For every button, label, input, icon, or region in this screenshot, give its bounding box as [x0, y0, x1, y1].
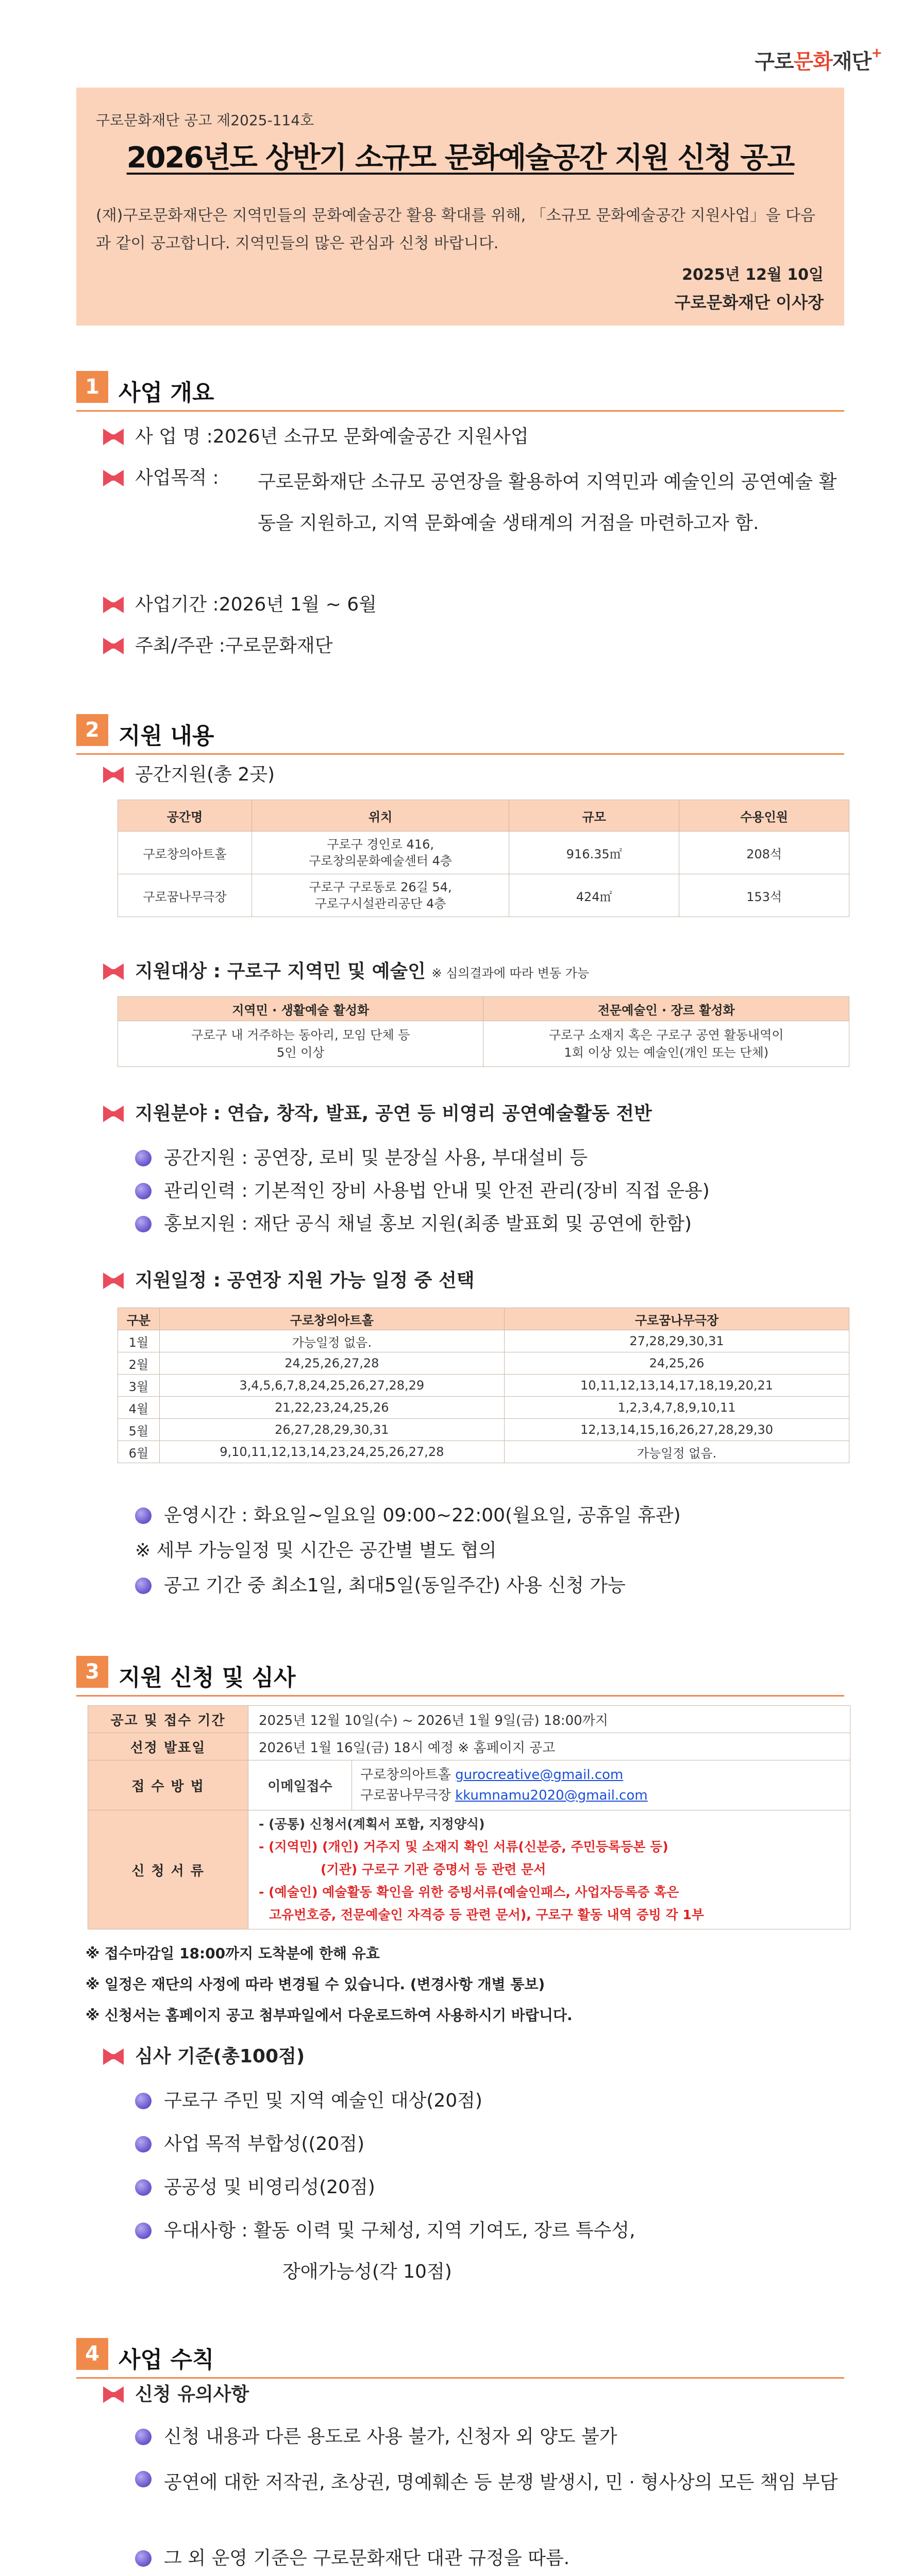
table-row [118, 1441, 849, 1463]
table-header: 위치 [252, 800, 509, 832]
table-header: 구로꿈나무극장 [505, 1308, 849, 1330]
section-number: 2 [76, 714, 108, 746]
rules-heading: 신청 유의사항 [135, 2384, 249, 2405]
overview-row-value: 구로문화재단 소규모 공연장을 활용하여 지역민과 예술인의 공연예술 활동을 지원하고, 지역 문화예술 생태계의 거점을 마련하고자 함. [258, 471, 837, 534]
table-row [118, 1330, 849, 1352]
flag-icon [103, 638, 124, 654]
flag-icon [103, 1106, 124, 1122]
rule-item: 그 외 운영 기준은 구로문화재단 대관 규정을 따름. [164, 2548, 570, 2569]
flag-icon [103, 470, 124, 486]
bullet-icon [135, 2471, 152, 2487]
table-cell: 구로구 내 거주하는 동아리, 모임 단체 등 5인 이상 [118, 1021, 483, 1067]
table-header: 전문예술인 · 장르 활성화 [483, 997, 849, 1021]
table-cell: 916.35㎡ [509, 832, 679, 874]
overview-row: 주최/주관 :구로문화재단 [135, 635, 333, 656]
table-row [118, 832, 849, 874]
table-cell: 2월 [118, 1352, 160, 1375]
field-title: 지원분야 : 연습, 창작, 발표, 공연 등 비영리 공연예술활동 전반 [135, 1103, 652, 1124]
table-row [118, 1397, 849, 1419]
bullet-icon [135, 2223, 152, 2239]
bullet-icon [135, 2179, 152, 2196]
hours-note: ※ 세부 가능일정 및 시간은 공간별 별도 협의 [135, 1540, 497, 1561]
section-title: 지원 내용 [119, 723, 214, 749]
table-row [118, 1375, 849, 1397]
bullet-icon [135, 2550, 152, 2567]
section-divider [76, 753, 844, 755]
table-row [88, 1810, 850, 1929]
table-row [118, 1419, 849, 1441]
overview-row-label: 사업목적 : [135, 467, 219, 488]
notice-date: 2025년 12월 10일 [682, 266, 824, 284]
table-cell: 21,22,23,24,25,26 [159, 1397, 504, 1419]
table-row [118, 1352, 849, 1375]
bullet-icon [135, 1150, 152, 1166]
target-title: 지원대상 : 구로구 지역민 및 예술인 ※ 심의결과에 따라 변동 가능 [135, 961, 590, 982]
space-title: 공간지원(총 2곳) [135, 764, 275, 785]
table-cell: 구로구 경인로 416, 구로창의문화예술센터 4층 [252, 832, 509, 874]
table-row [88, 1706, 850, 1733]
table-cell: 구로꿈나무극장 [118, 874, 252, 917]
table-cell: 5월 [118, 1419, 160, 1441]
table-cell: 2026년 1월 16일(금) 18시 예정 ※ 홈페이지 공고 [248, 1733, 850, 1760]
bullet-icon [135, 2093, 152, 2109]
table-cell: - (공통) 신청서(계획서 포함, 지정양식) - (지역민) (개인) 거주지 및 소재지 확인 서류(신분증, 주민등록등본 등) (기관) 구로구 기관 증명서 등 관련 문서 - (예술인) 예술활동 확인을 위한 증빙서류(예술인패스, 사업자등록증 혹은 고유번호증, 전문예술인 자격증 등 관련 문서), 구로구 활동 내역 증빙 각 1부 [248, 1810, 850, 1929]
bullet-icon [135, 1183, 152, 1199]
table-key: 공고 및 접수 기간 [88, 1706, 248, 1733]
field-item: 홍보지원 : 재단 공식 채널 홍보 지원(최종 발표회 및 공연에 한함) [164, 1213, 692, 1234]
overview-row: 사 업 명 :2026년 소규모 문화예술공간 지원사업 [135, 426, 529, 447]
limit-text: 공고 기간 중 최소1일, 최대5일(동일주간) 사용 신청 가능 [164, 1575, 626, 1596]
flag-icon [103, 429, 124, 445]
review-item: 우대사항 : 활동 이력 및 구체성, 지역 기여도, 장르 특수성, [164, 2220, 635, 2241]
hours-text: 운영시간 : 화요일~일요일 09:00~22:00(월요일, 공휴일 휴관) [164, 1505, 681, 1526]
table-cell: 구로창의아트홀 gurocreative@gmail.com 구로꿈나무극장 kkumnamu2020@gmail.com [352, 1760, 850, 1810]
field-item: 관리인력 : 기본적인 장비 사용법 안내 및 안전 관리(장비 직접 운용) [164, 1180, 710, 1201]
section-number: 1 [76, 371, 108, 403]
section-number: 4 [76, 2338, 108, 2370]
notice-org: 구로문화재단 이사장 [674, 293, 824, 312]
section-title: 사업 수칙 [119, 2347, 214, 2373]
table-header: 구로창의아트홀 [159, 1308, 504, 1330]
section-title: 지원 신청 및 심사 [119, 1665, 296, 1691]
table-cell: 3월 [118, 1375, 160, 1397]
section-number: 3 [76, 1656, 108, 1688]
notice-note: ※ 일정은 재단의 사정에 따라 변경될 수 있습니다. (변경사항 개별 통보) [86, 1976, 545, 1993]
email-link-kkumnamu[interactable]: kkumnamu2020@gmail.com [455, 1788, 648, 1803]
table-key: 선정 발표일 [88, 1733, 248, 1760]
table-cell: 153석 [679, 874, 849, 917]
table-header: 지역민 · 생활예술 활성화 [118, 997, 483, 1021]
flag-icon [103, 1273, 124, 1289]
flag-icon [103, 2386, 124, 2403]
flag-icon [103, 597, 124, 613]
table-cell: 가능일정 없음. [505, 1441, 849, 1463]
table-cell: 3,4,5,6,7,8,24,25,26,27,28,29 [159, 1375, 504, 1397]
bullet-icon [135, 2429, 152, 2445]
bullet-icon [135, 1507, 152, 1524]
space-table [118, 800, 849, 917]
notice-note: ※ 접수마감일 18:00까지 도착분에 한해 유효 [86, 1945, 380, 1962]
table-cell: 424㎡ [509, 874, 679, 917]
review-item: 공공성 및 비영리성(20점) [164, 2177, 375, 2198]
section-divider [76, 410, 844, 412]
overview-row: 사업기간 :2026년 1월 ~ 6월 [135, 594, 377, 615]
table-header: 수용인원 [679, 800, 849, 832]
table-header-row [118, 997, 849, 1021]
table-cell: 6월 [118, 1441, 160, 1463]
table-cell: 구로구 구로동로 26길 54, 구로구시설관리공단 4층 [252, 874, 509, 917]
table-cell: 24,25,26 [505, 1352, 849, 1375]
table-cell: 208석 [679, 832, 849, 874]
table-cell: 2025년 12월 10일(수) ~ 2026년 1월 9일(금) 18:00까지 [248, 1706, 850, 1733]
schedule-table [118, 1308, 849, 1463]
flag-icon [103, 963, 124, 980]
table-header: 공간명 [118, 800, 252, 832]
table-header: 규모 [509, 800, 679, 832]
table-cell: 이메일접수 [248, 1760, 352, 1810]
table-row [118, 874, 849, 917]
table-row [118, 1021, 849, 1067]
review-title: 심사 기준(총100점) [135, 2046, 305, 2067]
table-row [88, 1733, 850, 1760]
table-cell: 24,25,26,27,28 [159, 1352, 504, 1375]
rule-item: 신청 내용과 다른 용도로 사용 불가, 신청자 외 양도 불가 [164, 2426, 617, 2447]
section-divider [76, 1695, 844, 1697]
application-table [88, 1705, 850, 1929]
review-item: 구로구 주민 및 지역 예술인 대상(20점) [164, 2090, 482, 2111]
table-cell: 9,10,11,12,13,14,23,24,25,26,27,28 [159, 1441, 504, 1463]
schedule-title: 지원일정 : 공연장 지원 가능 일정 중 선택 [135, 1270, 475, 1291]
review-item-cont: 장애가능성(각 10점) [282, 2261, 452, 2282]
table-row [88, 1760, 850, 1810]
table-cell: 4월 [118, 1397, 160, 1419]
notice-note: ※ 신청서는 홈페이지 공고 첨부파일에서 다운로드하여 사용하시기 바랍니다. [86, 2007, 573, 2024]
bullet-icon [135, 1216, 152, 1232]
table-header: 구분 [118, 1308, 160, 1330]
table-cell: 구로창의아트홀 [118, 832, 252, 874]
table-cell: 가능일정 없음. [159, 1330, 504, 1352]
notice-header [76, 88, 844, 326]
rule-item: 공연에 대한 저작권, 초상권, 명예훼손 등 분쟁 발생시, 민 · 형사상의 모든 책임 부담 [164, 2472, 838, 2493]
notice-number: 구로문화재단 공고 제2025-114호 [96, 112, 314, 129]
field-item: 공간지원 : 공연장, 로비 및 분장실 사용, 부대설비 등 [164, 1147, 588, 1168]
table-header-row [118, 1308, 849, 1330]
email-link-arthall[interactable]: gurocreative@gmail.com [455, 1767, 624, 1783]
table-cell: 10,11,12,13,14,17,18,19,20,21 [505, 1375, 849, 1397]
bullet-icon [135, 1578, 152, 1594]
table-header-row [118, 800, 849, 832]
table-cell: 1,2,3,4,7,8,9,10,11 [505, 1397, 849, 1419]
table-key: 접 수 방 법 [88, 1760, 248, 1810]
intro-text: (재)구로문화재단은 지역민들의 문화예술공간 활용 확대를 위해, 「소규모 문화예술공간 지원사업」을 다음과 같이 공고합니다. 지역민들의 많은 관심과 신청 바랍니다. [96, 207, 815, 252]
table-cell: 12,13,14,15,16,26,27,28,29,30 [505, 1419, 849, 1441]
table-cell: 구로구 소재지 혹은 구로구 공연 활동내역이 1회 이상 있는 예술인(개인 또는 단체) [483, 1021, 849, 1067]
table-cell: 1월 [118, 1330, 160, 1352]
review-item: 사업 목적 부합성((20점) [164, 2133, 365, 2155]
page-title: 2026년도 상반기 소규모 문화예술공간 지원 신청 공고 [126, 141, 794, 175]
target-table [118, 996, 849, 1067]
foundation-logo: 구로문화재단+ [755, 45, 882, 74]
table-key: 신 청 서 류 [88, 1810, 248, 1929]
bullet-icon [135, 2136, 152, 2153]
table-cell: 26,27,28,29,30,31 [159, 1419, 504, 1441]
section-title: 사업 개요 [119, 380, 214, 406]
flag-icon [103, 767, 124, 783]
flag-icon [103, 2048, 124, 2065]
table-cell: 27,28,29,30,31 [505, 1330, 849, 1352]
